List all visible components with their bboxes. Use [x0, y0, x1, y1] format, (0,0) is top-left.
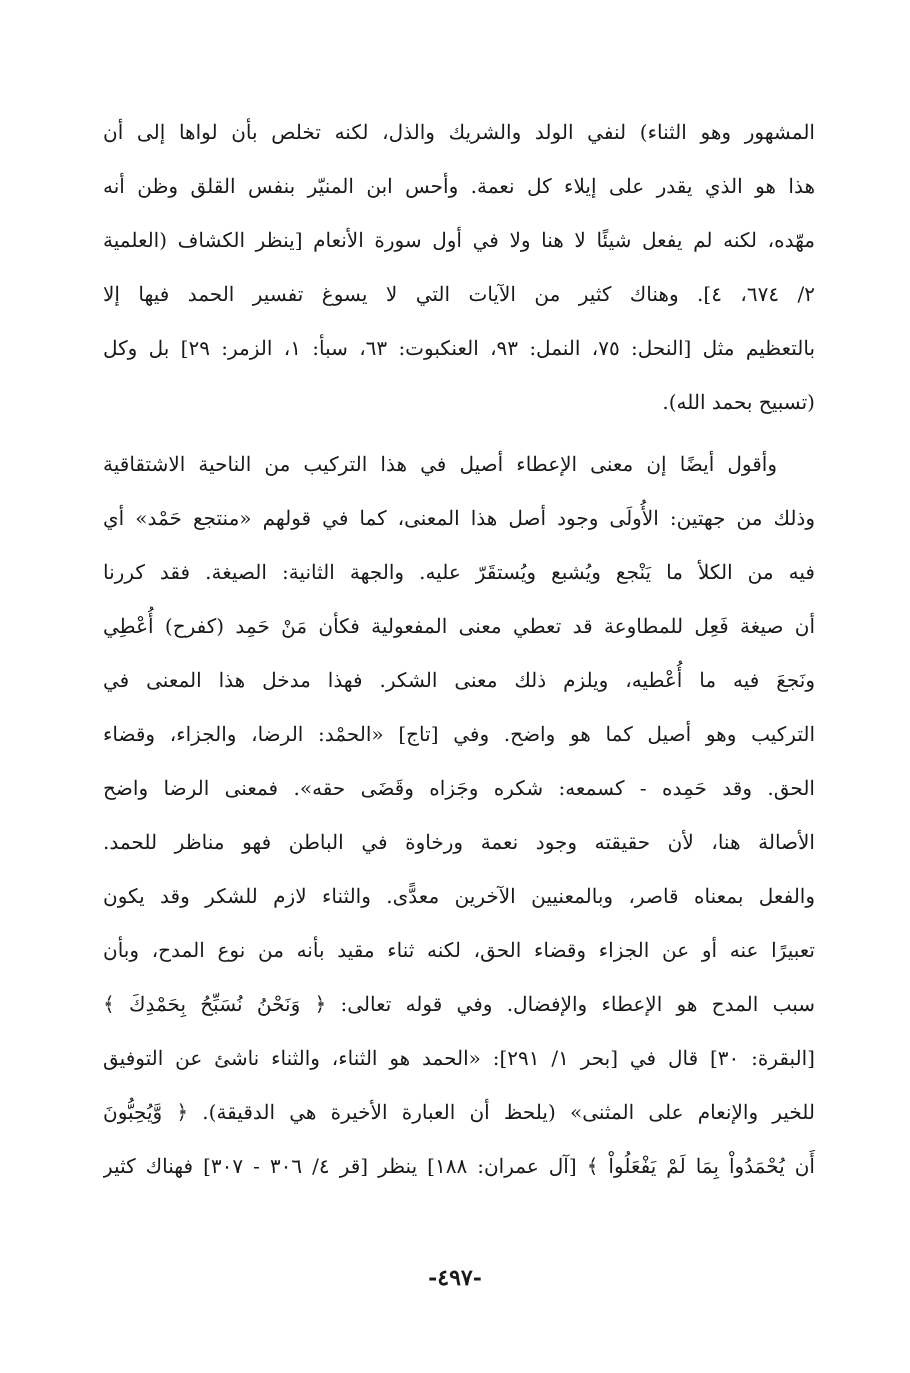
- text-line: التركيب وهو أصيل كما هو واضح. وفي [تاج] «الحمْد: الرضا، والجزاء، وقضاء: [103, 722, 815, 746]
- text-line: هذا هو الذي يقدر على إيلاء كل نعمة. وأحس ابن المنيّر بنفس القلق وظن أنه: [103, 174, 815, 198]
- text-line: وذلك من جهتين: الأُولَى وجود أصل هذا المعنى، كما في قولهم «منتجع حَمْد» أي: [103, 506, 815, 530]
- text-line: الحق. وقد حَمِده - كسمعه: شكره وجَزاه وقَضَى حقه». فمعنى الرضا واضح: [103, 776, 815, 800]
- text-line: (تسبيح بحمد الله).: [662, 390, 815, 414]
- text-line: والفعل بمعناه قاصر، وبالمعنيين الآخرين معدًّى. والثناء لازم للشكر وقد يكون: [103, 884, 815, 908]
- text-line: ونَجعَ فيه ما أُعْطيه، ويلزم ذلك معنى الشكر. فهذا مدخل هذا المعنى في: [103, 668, 815, 692]
- text-line: أن صيغة فَعِل للمطاوعة قد تعطي معنى المفعولية فكأن مَنْ حَمِد (كفرح) أُعْطِي: [103, 614, 815, 638]
- page-number: -٤٩٧-: [428, 1265, 482, 1291]
- text-line: سبب المدح هو الإعطاء والإفضال. وفي قوله تعالى: ﴿ وَنَحْنُ نُسَبِّحُ بِحَمْدِكَ ﴾: [103, 992, 815, 1016]
- text-line: أَن يُحْمَدُواْ بِمَا لَمْ يَفْعَلُواْ ﴾ [آل عمران: ١٨٨] ينظر [قر ٤/ ٣٠٦ - ٣٠٧] فهناك كثير: [103, 1154, 815, 1178]
- text-line: [البقرة: ٣٠] قال في [بحر ١/ ٢٩١]: «الحمد هو الثناء، والثناء ناشئ عن التوفيق: [103, 1046, 815, 1070]
- text-line: وأقول أيضًا إن معنى الإعطاء أصيل في هذا التركيب من الناحية الاشتقاقية: [103, 452, 777, 476]
- text-line: الأصالة هنا، لأن حقيقته وجود نعمة ورخاوة في الباطن فهو مناظر للحمد.: [103, 830, 815, 854]
- paragraph-2: [103, 437, 815, 1193]
- text-line: للخير والإنعام على المثنى» (يلحظ أن العبارة الأخيرة هي الدقيقة). ﴿ وَّيُحِبُّونَ: [103, 1100, 815, 1124]
- text-line: ٢/ ٦٧٤، ٤]. وهناك كثير من الآيات التي لا يسوغ تفسير الحمد فيها إلا: [103, 282, 815, 306]
- text-line: تعبيرًا عنه أو عن الجزاء وقضاء الحق، لكنه ثناء مقيد بأنه من نوع المدح، وبأن: [103, 938, 815, 962]
- text-line: مهّده، لكنه لم يفعل شيئًا لا هنا ولا في أول سورة الأنعام [ينظر الكشاف (العلمية: [103, 228, 815, 252]
- paragraph-1: [103, 105, 815, 429]
- text-line: بالتعظيم مثل [النحل: ٧٥، النمل: ٩٣، العنكبوت: ٦٣، سبأ: ١، الزمر: ٢٩] بل وكل: [103, 336, 815, 360]
- text-line: المشهور وهو الثناء) لنفي الولد والشريك والذل، لكنه تخلص بأن لواها إلى أن: [103, 120, 815, 144]
- text-line: فيه من الكلأ ما يَنْجع ويُشبع ويُستقَرّ عليه. والجهة الثانية: الصيغة. فقد كررنا: [103, 560, 815, 584]
